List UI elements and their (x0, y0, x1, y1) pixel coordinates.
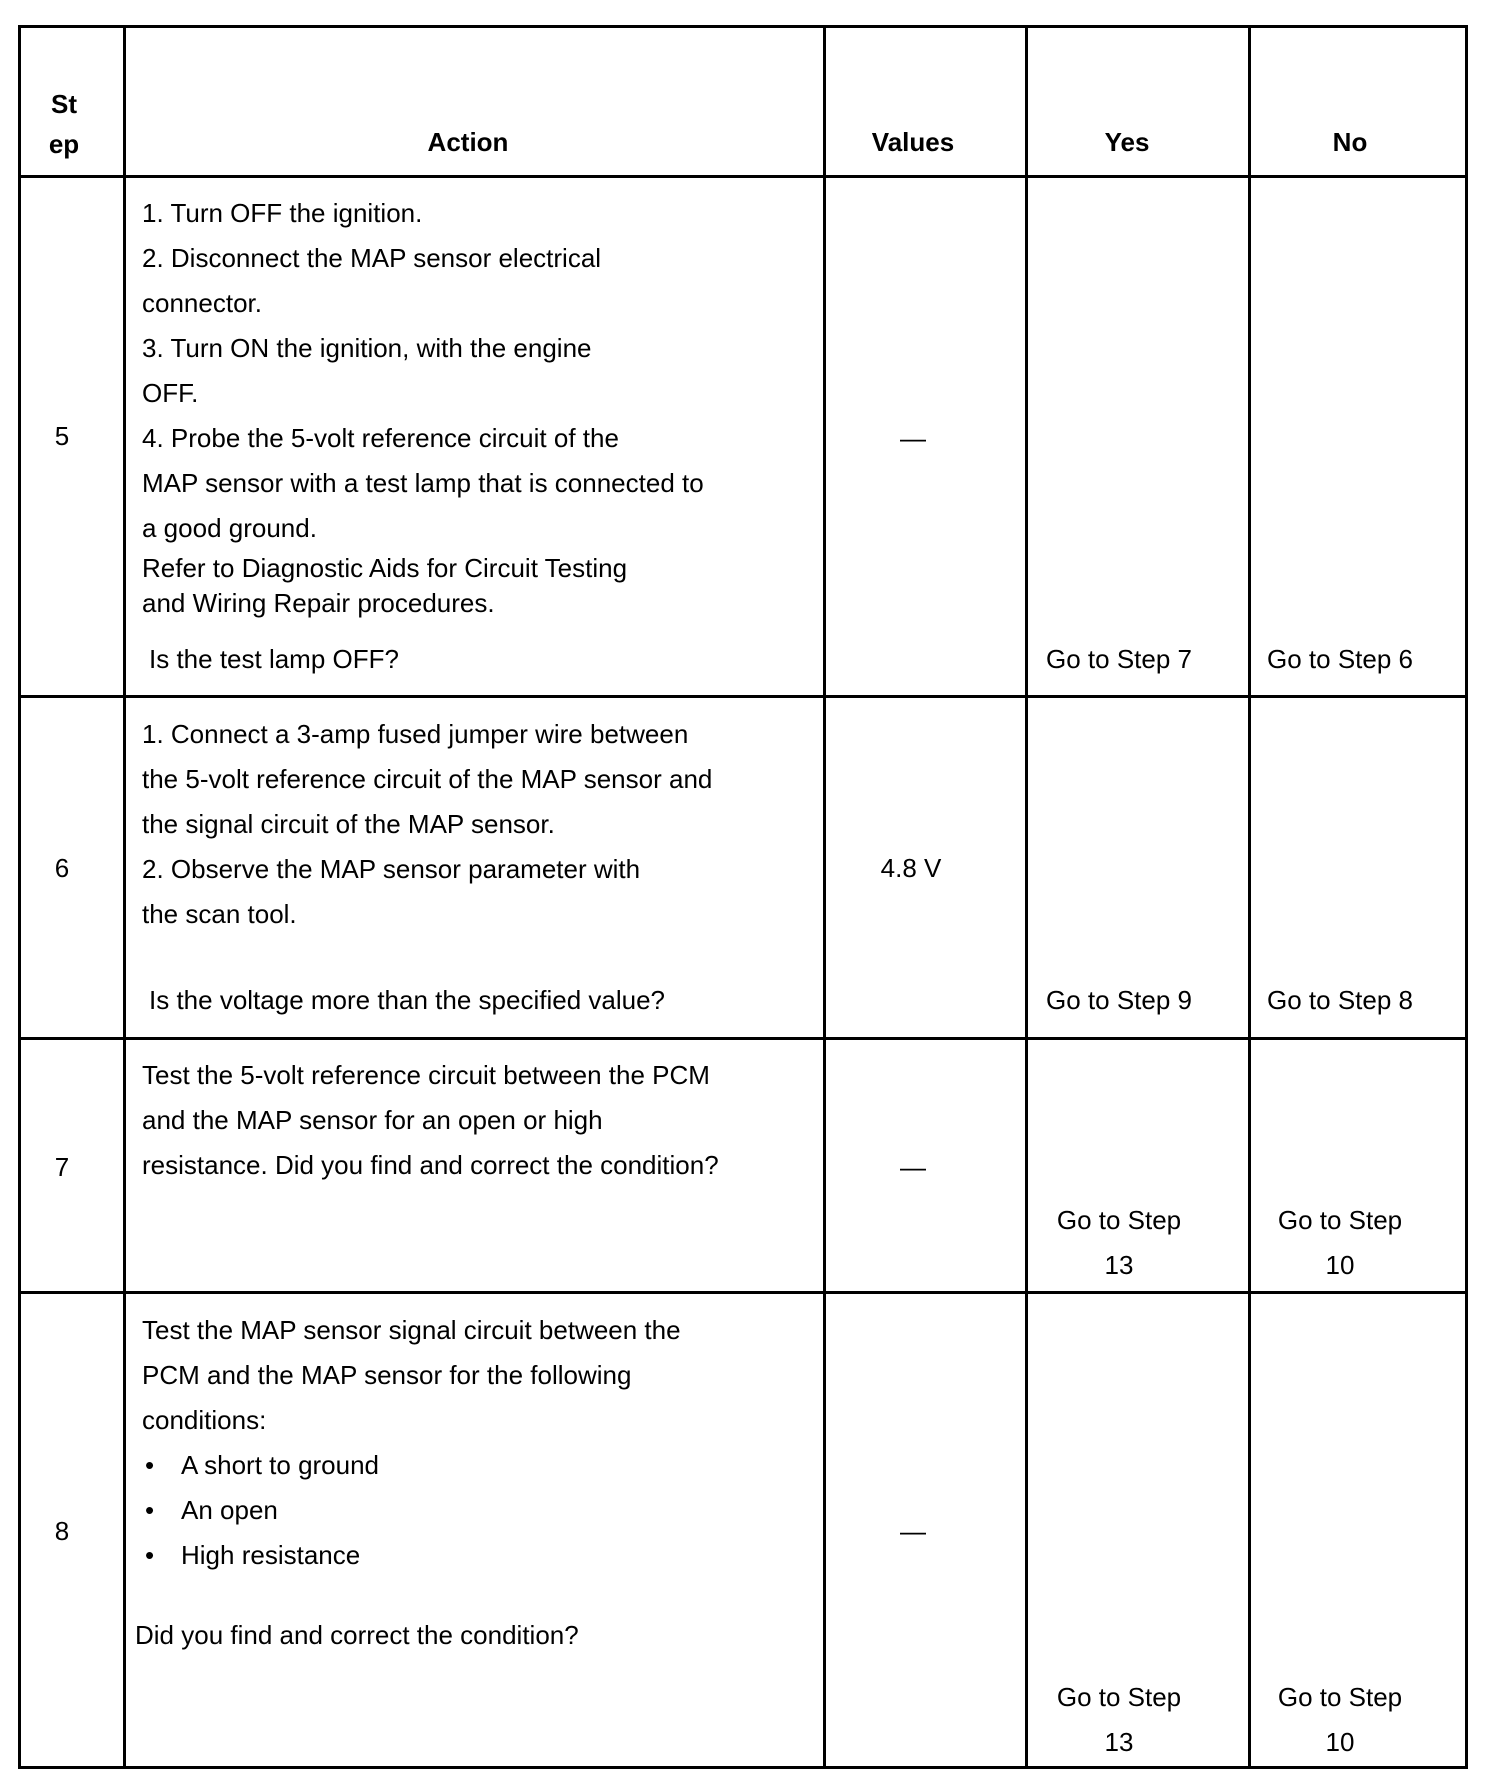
action-question: Is the test lamp OFF? (149, 644, 399, 674)
yes-cell: Go to Step 7 (1046, 644, 1192, 674)
header-yes: Yes (1104, 127, 1150, 157)
action-line: and the MAP sensor for an open or high (142, 1105, 603, 1135)
header-step-line2: ep (48, 129, 80, 159)
action-line: PCM and the MAP sensor for the following (142, 1360, 632, 1390)
header-step-line1: St (51, 89, 77, 119)
yes-cell: Go to Step (1056, 1682, 1182, 1712)
row-divider (21, 1037, 1465, 1040)
no-cell: Go to Step (1277, 1682, 1403, 1712)
action-line: OFF. (142, 378, 199, 408)
action-note: and Wiring Repair procedures. (142, 588, 495, 618)
action-line: Test the 5-volt reference circuit between the PCM (142, 1060, 710, 1090)
diagnostic-table (18, 25, 1468, 1769)
bullet-item: An open (181, 1495, 278, 1525)
header-no: No (1332, 127, 1368, 157)
no-cell: 10 (1325, 1250, 1355, 1280)
column-divider (1248, 28, 1251, 1766)
action-line: 1. Connect a 3-amp fused jumper wire between (142, 719, 689, 749)
action-line: the scan tool. (142, 899, 297, 929)
step-number: 8 (54, 1516, 70, 1546)
no-cell: Go to Step 6 (1267, 644, 1413, 674)
action-line: 3. Turn ON the ignition, with the engine (142, 333, 592, 363)
yes-cell: Go to Step (1056, 1205, 1182, 1235)
action-line: Test the MAP sensor signal circuit between the (142, 1315, 681, 1345)
action-line: the 5-volt reference circuit of the MAP sensor and (142, 764, 713, 794)
row-divider (21, 695, 1465, 698)
action-line: conditions: (142, 1405, 267, 1435)
yes-cell: 13 (1104, 1250, 1134, 1280)
value-cell: — (900, 1152, 926, 1182)
bullet-item: A short to ground (181, 1450, 380, 1480)
no-cell: Go to Step 8 (1267, 985, 1413, 1015)
action-line: a good ground. (142, 513, 317, 543)
bullet-icon: • (145, 1450, 155, 1480)
yes-cell: 13 (1104, 1727, 1134, 1757)
action-line: 1. Turn OFF the ignition. (142, 198, 423, 228)
action-line: resistance. Did you find and correct the condition? (142, 1150, 719, 1180)
action-line: connector. (142, 288, 262, 318)
no-cell: Go to Step (1277, 1205, 1403, 1235)
step-number: 7 (54, 1152, 70, 1182)
step-number: 5 (54, 421, 70, 451)
action-question: Did you find and correct the condition? (135, 1620, 579, 1650)
action-line: the signal circuit of the MAP sensor. (142, 809, 555, 839)
column-divider (1025, 28, 1028, 1766)
bullet-icon: • (145, 1540, 155, 1570)
action-line: 4. Probe the 5-volt reference circuit of the (142, 423, 619, 453)
header-values: Values (871, 127, 955, 157)
column-divider (823, 28, 826, 1766)
value-cell: — (900, 1516, 926, 1546)
value-cell: 4.8 V (880, 853, 942, 883)
no-cell: 10 (1325, 1727, 1355, 1757)
header-action: Action (427, 127, 509, 157)
step-number: 6 (54, 853, 70, 883)
action-note: Refer to Diagnostic Aids for Circuit Testing (142, 553, 628, 583)
action-line: 2. Observe the MAP sensor parameter with (142, 854, 641, 884)
value-cell: — (900, 423, 926, 453)
yes-cell: Go to Step 9 (1046, 985, 1192, 1015)
action-line: MAP sensor with a test lamp that is connected to (142, 468, 704, 498)
row-divider (21, 175, 1465, 178)
action-question: Is the voltage more than the specified value? (149, 985, 665, 1015)
bullet-item: High resistance (181, 1540, 361, 1570)
row-divider (21, 1291, 1465, 1294)
bullet-icon: • (145, 1495, 155, 1525)
action-line: 2. Disconnect the MAP sensor electrical (142, 243, 602, 273)
column-divider (123, 28, 126, 1766)
